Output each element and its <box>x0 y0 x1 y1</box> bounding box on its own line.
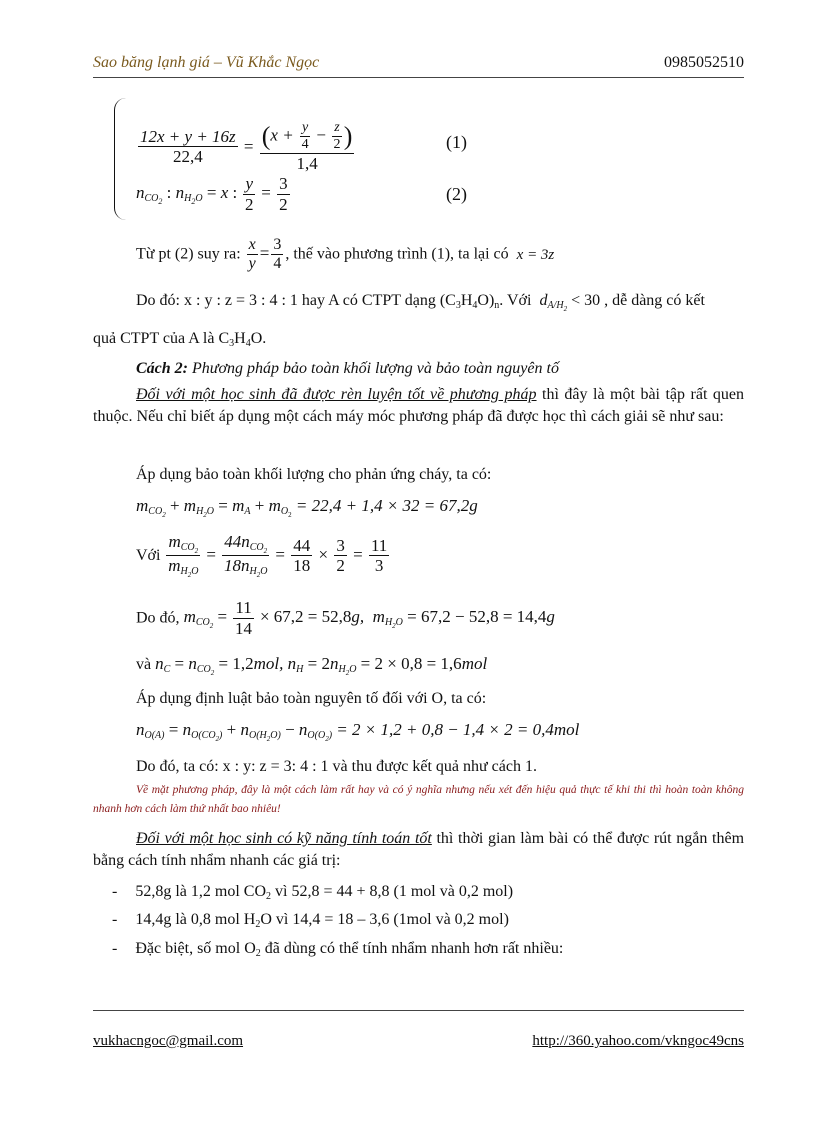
equation-moles: và $n_C = n_{CO_2} = 1,2mol$, $n_H = 2n_{H_2O} = 2 \times 0,8 = 1,6mol$ <box>136 654 488 677</box>
method-2-heading <box>136 360 559 378</box>
bullet-text-a: 52,8g là 1,2 mol CO <box>135 883 266 900</box>
equation-oxygen: $n_{O(A)} = n_{O(CO_2)} + n_{O(H_2O)} - n_{O(O_2)} = 2 \times 1,2 + 0,8 - 1,4 \times 2 = 0,4mol$ <box>136 720 580 743</box>
bullet-text-a: 14,4g là 0,8 mol H <box>135 911 256 928</box>
footer-url-link[interactable]: http://360.yahoo.com/vkngoc49cns <box>532 1033 744 1049</box>
eq1-rhs-y: y <box>300 120 310 137</box>
eq1-rhs-2: 2 <box>333 137 341 153</box>
system-brace <box>114 98 129 220</box>
header-divider <box>93 77 744 78</box>
paragraph-ctpt: Do đó: x : y : z = 3 : 4 : 1 hay A có CTPT dạng $(C_3H_4O)_n$. Với $d_{A/H_2} < 30$ , dễ dàng có kết <box>136 292 705 313</box>
bullet-text-b: đã dùng có thể tính nhẩm nhanh hơn rất nhiều: <box>260 940 564 957</box>
header-phone: 0985052510 <box>664 54 744 71</box>
method-note: Về mặt phương pháp, đây là một cách làm rất hay và có ý nghĩa nhưng nếu xét đến hiệu quả thực tế khi thi thì hoàn toàn không nhanh hơn cách làm thứ nhất bao nhiêu! <box>93 784 744 815</box>
paragraph-fast-calc <box>93 828 744 872</box>
p1-suffix: , thế vào phương trình (1), ta lại có <box>285 245 509 263</box>
eq2-n-co2: n <box>136 182 145 202</box>
bullet-text-b: O vì 14,4 = 18 – 3,6 (1mol và 0,2 mol) <box>260 911 509 928</box>
equation-split: Do đó, $m_{CO_2}$ = $\frac{11}{14}$ × 67,2 = 52,8g, $m_{H_2O} = 67,2 - 52,8 = 14,4g$ <box>136 598 555 638</box>
eq1-lhs-numerator: 12x + y + 16z <box>140 126 236 146</box>
bullet-item: - Đặc biệt, số mol $O_2$ đã dùng có thể tính nhẩm nhanh hơn rất nhiều: <box>112 940 564 959</box>
p10-rest: thì thời gian làm bài có thể được rút ngắn thêm bằng cách tính nhẩm nhanh các giá trị: <box>93 830 745 869</box>
paragraph-mass-conservation: Áp dụng bảo toàn khối lượng cho phản ứng cháy, ta có: <box>136 466 492 483</box>
eq1-rhs-4: 4 <box>301 137 309 153</box>
bullet-text-a: Đặc biệt, số mol O <box>135 940 256 957</box>
paragraph-derive: Từ pt (2) suy ra: $\frac{x}{y}$ = $\frac{3}{4}$ , thế vào phương trình (1), ta lại có x = 3z <box>136 236 555 273</box>
p5-prefix: Với <box>136 546 161 564</box>
p1-result: x = 3z <box>516 246 555 263</box>
eq1-equals: = <box>243 136 254 156</box>
eq1-lhs-denominator: 22,4 <box>172 147 203 167</box>
paragraph-conclusion: Do đó, ta có: x : y: z = 3: 4 : 1 và thu được kết quả như cách 1. <box>136 758 537 775</box>
p3-rest: thì đây là một bài tập rất quen thuộc. Nếu chỉ biết áp dụng một cách máy móc phương pháp đã được học thì cách giải sẽ như sau: <box>93 386 745 425</box>
eq1-rhs-z: z <box>332 120 341 137</box>
footer-divider <box>93 1010 744 1011</box>
p2-line2: quả CTPT của A là C <box>93 330 230 347</box>
eq1-rhs-open: x + <box>270 125 294 145</box>
header-title: Sao băng lạnh giá – Vũ Khắc Ngọc <box>93 54 320 71</box>
eq1-rhs-numerator: (x + $\frac{y}{4}$ − $\frac{z}{2}$ ) <box>260 120 355 154</box>
eq1-rhs-minus: − <box>316 125 327 145</box>
equation-1 <box>136 120 356 174</box>
p2-mid: . Với <box>499 292 532 309</box>
p2-text: Do đó: x : y : z = 3 : 4 : 1 hay A có CTPT dạng (C <box>136 292 456 309</box>
eq1-rhs-denominator: 1,4 <box>296 154 318 174</box>
p7-prefix: và <box>136 656 152 673</box>
bullet-text-b: vì 52,8 = 44 + 8,8 (1 mol và 0,2 mol) <box>271 883 514 900</box>
footer-email-link[interactable]: vukhacngoc@gmail.com <box>93 1033 244 1049</box>
eq1-rhs-fraction <box>260 120 355 174</box>
p6-prefix: Do đó, <box>136 609 180 627</box>
equation-2: $n_{CO_2}$ : $n_{H_2O} = x$ : $\frac{y}{2}$ = $\frac{3}{2}$ <box>136 174 288 214</box>
p10-underlined: Đối với một học sinh có kỹ năng tính toán tốt <box>136 830 432 847</box>
p1-prefix: Từ pt (2) suy ra: <box>136 245 241 263</box>
p3-underlined: Đối với một học sinh đã được rèn luyện tốt về phương pháp <box>136 386 537 403</box>
equation-mass: $m_{CO_2} + m_{H_2O} = m_A + m_{O_2} = 22,4 + 1,4 \times 32 = 67,2g$ <box>136 496 478 519</box>
bullet-item: - 52,8g là 1,2 mol $CO_2$ vì 52,8 = 44 + 8,8 (1 mol và 0,2 mol) <box>112 883 514 902</box>
eq-o-result: = 2 × 1,2 + 0,8 − 1,4 × 2 = 0,4mol <box>336 720 580 739</box>
method-2-label: Cách 2: <box>136 360 188 377</box>
eq2-label: (2) <box>446 184 467 204</box>
eq1-label: (1) <box>446 132 467 152</box>
paragraph-method-intro <box>93 384 744 428</box>
method-2-title: Phương pháp bảo toàn khối lượng và bảo toàn nguyên tố <box>192 360 559 377</box>
p2-tail: < 30 , dễ dàng có kết <box>571 292 705 309</box>
equation-ratio: Với $\frac{m_{CO_2}}{m_{H_2O}}$ = $\frac{44n_{CO_2}}{18n_{H_2O}}$ = $\frac{44}{18}$ × $\frac{3}{2}$ = $\frac{11}{3}$ <box>136 532 388 580</box>
bullet-dash: - <box>112 911 118 928</box>
paragraph-element-conservation: Áp dụng định luật bảo toàn nguyên tố đối với O, ta có: <box>136 690 487 707</box>
eq-mass-result: = 22,4 + 1,4 × 32 = 67,2g <box>295 496 478 515</box>
eq1-lhs-fraction <box>138 127 238 167</box>
paragraph-ctpt-line2: quả CTPT của A là $C_3H_4O$. <box>93 330 267 349</box>
bullet-dash: - <box>112 940 118 957</box>
bullet-dash: - <box>112 883 118 900</box>
bullet-item: - 14,4g là 0,8 mol $H_2O$ vì 14,4 = 18 – 3,6 (1mol và 0,2 mol) <box>112 911 509 930</box>
